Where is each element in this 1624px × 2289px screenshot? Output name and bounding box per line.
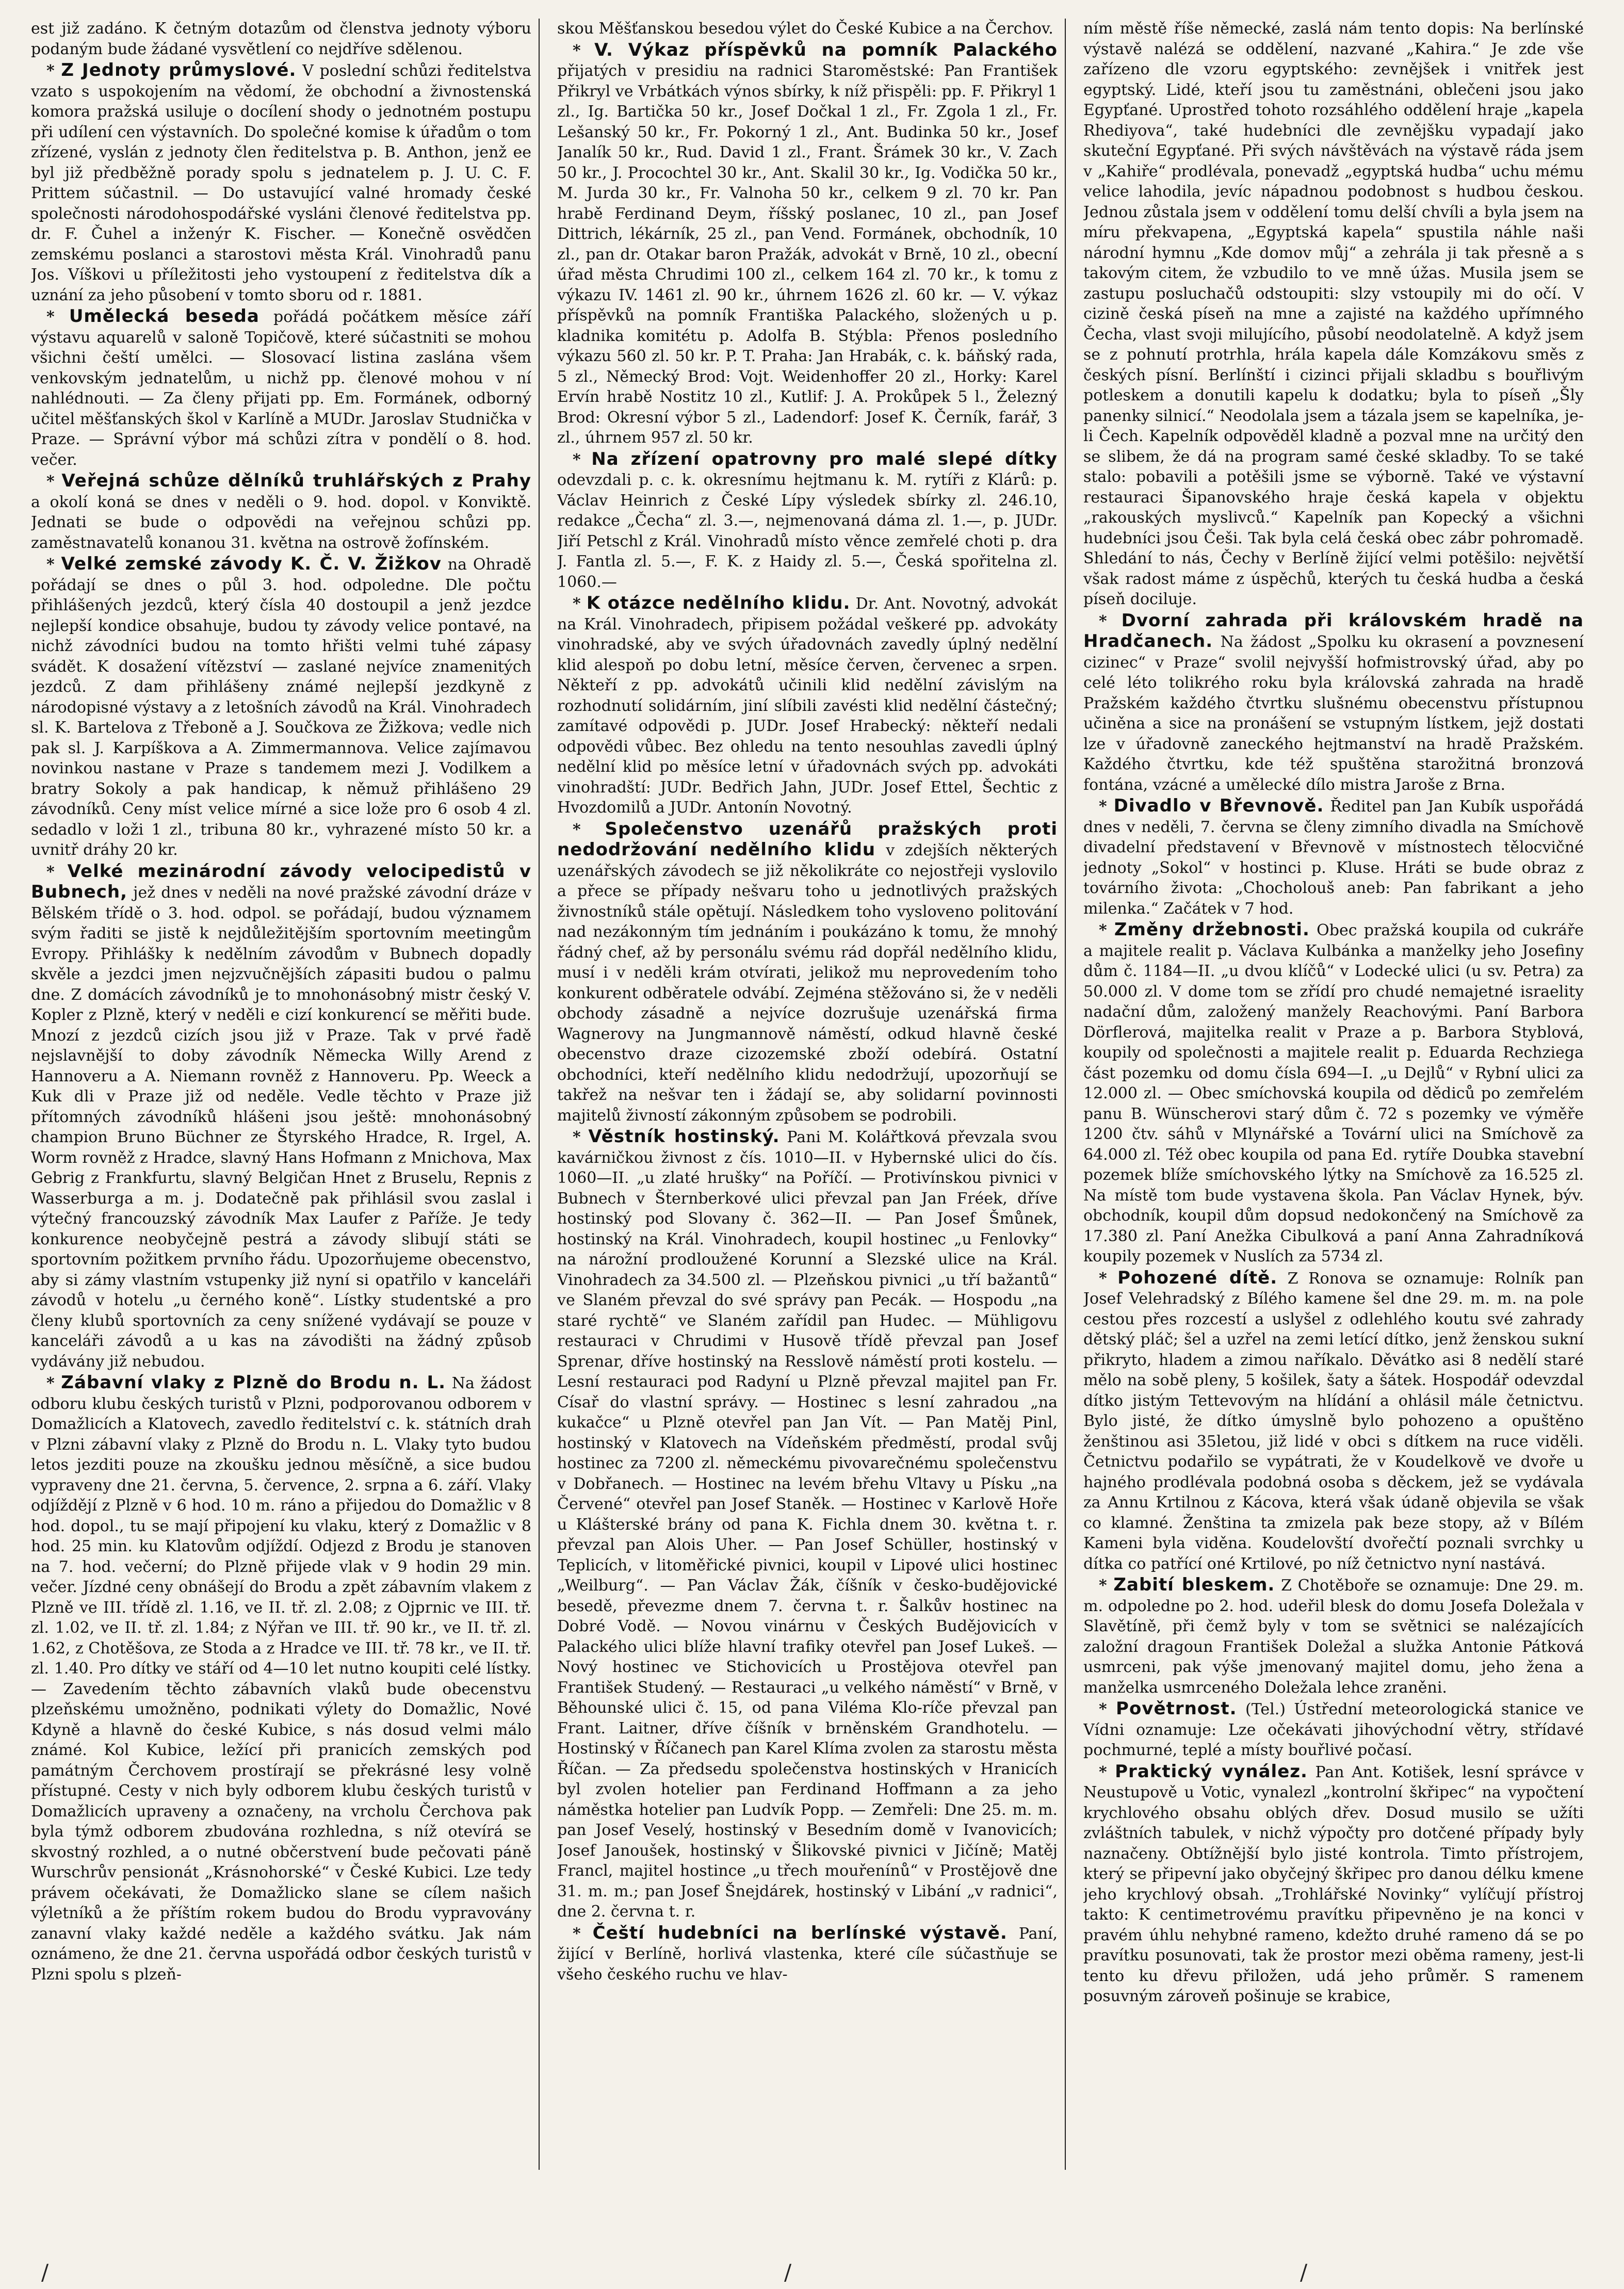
item-headline: Společenstvo uzenářů pražských proti nedodržování nedělního klidu bbox=[557, 818, 1058, 860]
item-marker: * bbox=[1099, 1700, 1116, 1718]
item-headline: Z Jednoty průmyslové. bbox=[61, 60, 297, 80]
item-headline: K otázce nedělního klidu. bbox=[586, 593, 851, 613]
news-item bbox=[1083, 611, 1584, 796]
news-item bbox=[1083, 920, 1584, 1267]
item-body: Obec pražská koupila od cukráře a majitele realit p. Václava Kulbánka a manželky jeho Josefiny dům č. 1184—II. „u dvou klíčů“ v Lodecké ulici (u sv. Petra) za 50.000 zl. V dome tom se zřídí pro chudé nemajetné israelity nadační dům, založený manžely Reachovými. Paní Barbora Dörflerová, majitelka realit v Praze a p. Barbora Styblová, koupily od společnosti a majitele realit p. Eduarda Rechziega část pozemku od domu čísla 694—I. „u Dejlů“ v Rybní ulici za 12.000 zl. — Obec smíchovská koupila od dědiců po zemřelém panu B. Wünscherovi starý dům č. 72 s pozemky ve výměře 1200 čtv. sáhů v Mlynářské a Tovární ulici na Smíchově za 64.000 zl. Též obec koupila od pana Ed. rytíře Doubka stavební pozemek blíže smíchovského lýtky na Smíchově za 16.525 zl. Na místě tom bude vystavena škola. Pan Václav Hynek, býv. obchodník, koupil dům dopsud nedokončený na Smíchově za 17.380 zl. Paní Anežka Cibulková a paní Anna Zahradníková koupily pozemek v Nuslích za 5734 zl. bbox=[1083, 921, 1584, 1265]
item-marker: * bbox=[573, 1924, 593, 1943]
item-headline: Pohozené dítě. bbox=[1117, 1267, 1278, 1288]
newspaper-page bbox=[31, 19, 1584, 2170]
news-item bbox=[557, 1127, 1058, 1922]
item-marker: * bbox=[573, 450, 592, 469]
item-body: Dr. Ant. Novotný, advokát na Král. Vinohradech, připisem požádal veškeré pp. advokáty vinohradské, aby ve svých úřadovnách zavedly úplný nedělní klid alespoň po dobu letní, měsíce červen, červenec a srpen. Někteří z pp. advokátů učinili klid nedělní závislým na rozhodnutí solidárním, jiní slíbili zavésti klid nedělní částečný; zamítavé odpovědi p. JUDr. Josef Hrabecký: někteří nedali odpovědi vůbec. Bez ohledu na tento nesouhlas zavedli úplný nedělní klid po měsíce letní v úřadovnách svých pp. advokáti vinohradští: JUDr. Bedřich Jahn, JUDr. Josef Ettel, Šechtic z Hvozdomilů a JUDr. Antonín Novotný. bbox=[557, 595, 1058, 817]
item-marker: * bbox=[1099, 798, 1114, 816]
news-item bbox=[1083, 796, 1584, 919]
item-body: Ředitel pan Jan Kubík uspořádá dnes v neděli, 7. června se členy zimního divadla na Smíchově divadelní představení v Břevnově v místnostech tělocvičné jednoty „Sokol“ v hostinci p. Kluse. Hráti se bude obraz z továrního života: „Chocholouš aneb: Pan fabrikant a jeho milenka.“ Začátek v 7 hod. bbox=[1083, 798, 1584, 918]
item-body: (Tel.) Ústřední meteorologická stanice ve Vídni oznamuje: Lze očekávati jihovýchodní větry, střídavé pochmurné, teplé a místy bouřlivé počasí. bbox=[1083, 1700, 1584, 1759]
item-body: na Ohradě pořádají se dnes o půl 3. hod. odpoledne. Dle počtu přihlášených jezdců, který čísla 40 dostoupil a jenž jezdce nejlepší kondice obsahuje, budou ty závody velice pontavé, na nichž závodníci budou na tomto hřišti velmi tuhé zápasy svádět. K dosažení vítězství — zaslané nejvíce znamenitých jezdců. Z dam přihlášeny známé nejlepší jezdkyně z národopisné výstavy a z letošních závodů na Král. Vinohradech sl. K. Bartelova z Třeboně a J. Součkova ze Žižkova; vedle nich pak sl. J. Karpíškova a A. Zimmermannova. Velice zajímavou novinkou nastane v Praze s tandemem mezi J. Vodilkem a bratry Sokoly a pak handicap, k němuž přihlášeno 29 závodníků. Ceny míst velice mírné a sice lože pro 6 osob 4 zl. sedadlo v loži 1 zl., tribuna 80 kr., vyhrazené místo 50 kr. a uvnitř dráhy 20 kr. bbox=[31, 556, 531, 859]
item-headline: Divadlo v Břevnově. bbox=[1113, 796, 1324, 816]
news-item bbox=[31, 862, 531, 1372]
item-marker: * bbox=[1099, 612, 1122, 630]
item-headline: V. Výkaz příspěvků na pomník Palackého bbox=[594, 39, 1058, 60]
news-item bbox=[1083, 1699, 1584, 1761]
item-marker: * bbox=[46, 1374, 61, 1392]
item-headline: Praktický vynález. bbox=[1115, 1761, 1308, 1782]
item-body: Na žádost odboru klubu českých turistů v Plzni, podporovanou odborem v Domažlicích a Klatovech, zavedlo ředitelství c. k. státních drah v Plzni zábavní vlaky z Plzně do Brodu n. L. Vlaky tyto budou letos jezditi pouze na zkoušku jednou měsíčně, a sice budou vypraveny dne 21. června, 5. července, 2. srpna a 6. září. Vlaky odjíždějí z Plzně v 6 hod. 10 m. ráno a přijedou do Domažlic v 8 hod. dopol., tu se mají připojení ku vlaku, který z Domažlic v 8 hod. 25 min. ku Klatovům odjíždí. Odjezd z Brodu je stanoven na 7. hod. večerní; do Plzně přijede vlak v 9 hodin 29 min. večer. Jízdné ceny obnášejí do Brodu a zpět zábavním vlakem z Plzně ve III. třídě zl. 1.16, ve II. tř. zl. 2.08; z Ojprnic ve III. tř. zl. 1.02, ve II. tř. zl. 1.84; z Nýřan ve III. tř. 90 kr., ve II. tř. zl. 1.62, z Chotěšova, ze Stoda a z Hradce ve III. tř. 78 kr., ve II. tř. zl. 1.40. Pro dítky ve stáří od 4—10 let nutno koupiti celé lístky. — Zavedením těchto zábavních vlaků bude obecenstvu plzeňskému umožněno, podnikati výlety do Domažlic, Nové Kdyně a hlavně do české Kubice, s nás dosud velmi málo známé. Kol Kubice, ležící při pranicích zemských pod památným Čerchovem prostírají se překrásné lesy volně přístupné. Cesty v nich byly odborem klubu českých turistů v Domažlicích upraveny a označeny, na vrcholu Čerchova pak byla týmž odborem zbudována rozhledna, s níž otevírá se skvostný rozhled, a o nutné občerstvení bude pečovati páně Wurschrův pensionát „Krásnohorské“ v České Kubici. Lze tedy právem očekávati, že Domažlicko slane se cílem našich výletníků a že příštím rokem budou do Brodu vypravovány zanavní vlaky každé neděle a každého svátku. Jak nám oznámeno, že dne 21. června uspořádá odbor českých turistů v Plzni spolu s plzeň- bbox=[31, 1374, 531, 1984]
item-body: Pani M. Kolářtková převzala svou kavárničkou živnost z čís. 1010—II. v Hybernské ulici do čís. 1060—II. „u zlaté hrušky“ na Poříčí. — Protivínskou pivnici v Bubnech v Šternberkové ulici převzal pan Jan Fréek, dříve hostinský pod Slovany č. 362—II. — Pan Josef Šmůnek, hostinský na Král. Vinohradech, koupil hostinec „u Fenlovky“ na nárožní prodloužené Korunní a Slezské ulice na Král. Vinohradech za 34.500 zl. — Plzeňskou pivnici „u tří bažantů“ ve Slaném převzal do své správy pan Pecák. — Hospodu „na staré rychtě“ ve Slaném zařídil pan Hudec. — Mühligovu restauraci v Chrudimi v Husově třídě převzal pan Josef Sprenar, dříve hostinský na Resslově náměstí proti kostelu. — Lesní restauraci pod Radyní u Plzně převzal majitel pan Fr. Císař do vlastní správy. — Hostinec s lesní zahradou „na kukačce“ u Plzně otevřel pan Jan Vít. — Pan Matěj Pinl, hostinský v Klatovech na Vídeňském předměstí, prodal svůj hostinec za 7200 zl. německému pivovarečnému společenstvu v Dobřanech. — Hostinec na levém břehu Vltavy u Písku „na Červené“ otevřel pan Josef Staněk. — Hostinec v Karlově Hoře u Klášterské brány od pana K. Fichla dnem 30. května t. r. převzal pan Alois Uher. — Pan Josef Schüller, hostinský v Teplicích, v litoměřické pivnici, koupil v Lipové ulici hostinec „Weilburg“. — Pan Václav Žák, číšník v česko-budějovické besedě, převezme dnem 7. června t. r. Šalkův hostinec na Dobré Vodě. — Novou vinárnu v Českých Budějovicích v Palackého ulici blíže hlavní trafiky otevřel pan Josef Lukeš. — Nový hostinec ve Stichovicích u Prostějova otevřel pan František Studený. — Restauraci „u velkého náměstí“ v Brně, v Běhounské ulici č. 15, od pana Viléma Klo-ríče převzal pan Frant. Laitner, dříve číšník v brněnském Grandhotelu. — Hostinský v Říčanech pan Karel Klíma zvolen za starostu města Říčan. — Za předsedu společenstva hostinských v Hranicích byl zvolen hotelier pan Ferdinand Hoffmann a za jeho náměstka hotelier pan Ludvík Popp. — Zemřeli: Dne 25. m. m. pan Josef Veselý, hostinský v Besedním domě v Ivanovicích; Josef Janoušek, hostinský v Šlikovské pivnici v Jičíně; Matěj Francl, majitel hostince „u třech mouřenínů“ v Prostějově dne 31. m. m.; pan Josef Šnejdárek, hostinský v Libání „v radnici“, dne 2. června t. r. bbox=[557, 1128, 1058, 1921]
item-body: Z Chotěboře se oznamuje: Dne 29. m. m. odpoledne po 2. hod. udeřil blesk do domu Josefa Doležala v Slavětíně, při čemž byly v tom se světnici se nalézajících založní dragoun František Doležal a služka Antonie Pátková usmrceni, pak výše jmenovaný majitel domu, jeho žena a manželka usmrceného Doležala lehce zraněni. bbox=[1083, 1577, 1584, 1697]
item-headline: Dvorní zahrada při královském hradě na Hradčanech. bbox=[1083, 610, 1584, 652]
footer-mark: / bbox=[1300, 2260, 1308, 2285]
news-item bbox=[31, 554, 531, 861]
item-headline: Čeští hudebníci na berlínské výstavě. bbox=[592, 1922, 1008, 1943]
item-body: a okolí koná se dnes v neděli o 9. hod. dopol. v Konviktě. Jednati se bude o odpovědi na veřejnou schůzi pp. zaměstnavatelů konanou 31. května na ostrově žofínském. bbox=[31, 493, 531, 552]
item-marker: * bbox=[1099, 921, 1114, 939]
item-marker: * bbox=[1099, 1577, 1114, 1595]
item-marker: * bbox=[46, 62, 61, 80]
item-marker: * bbox=[46, 308, 69, 326]
item-body: Pan Ant. Kotišek, lesní správce v Neustupově u Votic, vynalezl „kontrolní škřipec“ na vypočtení krychlového obsahu oblých dřev. Dosud musilo se užíti zvláštních tabulek, v nichž výpočty pro dotčené případy byly naznačeny. Obtížnější bylo jisté kontrola. Timto přístrojem, který se připevní jako obyčejný škřipec pro danou délku kmene jeho krychlový obsah. „Trohlářské Novinky“ vylíčují přístroj takto: K centimetrovému pravítku připevněno je na konci v pravém úhlu nehybné rameno, kdežto druhé rameno dá se po pravítku posunovati, tak že prostor mezi oběma rameny, jest-li tento ku dřevu přiložen, udá jeho průměr. S ramenem posuvným zároveň pošinuje se krabice, bbox=[1083, 1763, 1584, 2005]
item-headline: Povětrnost. bbox=[1116, 1698, 1237, 1719]
item-marker: * bbox=[573, 1128, 589, 1146]
item-marker: * bbox=[573, 41, 595, 60]
item-marker: * bbox=[1099, 1269, 1118, 1288]
article-continuation: skou Měšťanskou besedou výlet do České Kubice a na Čerchov. bbox=[557, 20, 1053, 38]
news-item bbox=[1083, 1762, 1584, 2007]
item-body: pořádá počátkem měsíce září výstavu aquarelů v saloně Topičově, které súčastniti se mohou všichni čeští umělci. — Slosovací listina zaslána všem venkovským jednatelům, u nichž pp. členové mohou v ní nahlédnouti. — Za členy přijati pp. Em. Formánek, odborný učitel měšťanských škol v Karlíně a MUDr. Jaroslav Studnička v Praze. — Správní výbor má schůzi zítra v pondělí o 8. hod. večer. bbox=[31, 308, 532, 469]
item-headline: Změny držebnosti. bbox=[1114, 919, 1310, 940]
item-headline: Zábavní vlaky z Plzně do Brodu n. L. bbox=[61, 1372, 446, 1393]
item-body: jež dnes v neděli na nové pražské závodní dráze v Bělském třídě o 3. hod. odpol. se pořádají, budou významem svým řaditi se jistě k nejdůležitějším sportovním meetingům Evropy. Přihlášky k nedělním závodům v Bubnech dopadly skvěle a jezdci jmen nejzvučnějších zápasiti budou o palmu dne. Z domácích závodníků je to mnohonásobný mistr český V. Kopler z Plzně, který v neděli e cizí konkurencí se měřiti bude. Mnozí z jezdců cizích jsou již v Praze. Tak v prvé řadě nejslavnější to doby závodník Německa Willy Arend z Hannoveru a A. Niemann rovněž z Hannoveru. Pp. Weeck a Kuk dli v Praze již od neděle. Vedle těchto v Praze již přítomných závodníků hlášeni jsou ještě: mnohonásobný champion Bruno Büchner ze Štyrského Hradce, R. Irgel, A. Worm rovněž z Hradce, slavný Hans Hofmann z Mnichova, Max Gebrig z Frankfurtu, slavný Belgičan Hnet z Bruselu, Repnis z Wasserburga a m. j. Dodatečně pak přihlásil svou zaslal i výtečný francouzský závodník Max Laufer z Paříže. Je tedy konkurence neobyčejně pestrá a závody slibují státi se sportovním požitkem prvního řádu. Upozorňujeme obecenstvo, aby si zámy vlastním vstupenky již nyní si opatřilo v kanceláři závodů v hotelu „u černého koně“. Lístky studentské a pro členy klubů sportovních za ceny snížené vydávají se pouze v kanceláři závodů a u kas na závodišti na žádný způsob vydávány již nebudou. bbox=[31, 884, 531, 1371]
item-body: V poslední schůzi ředitelstva vzato s uspokojením na vědomí, že obchodní a živnostenská komora pražská usiluje o docílení shody o jednotném postupu při udílení cen výstavních. Do společné komise k úřadům o tom zřízené, vyslán z jednoty člen ředitelstva p. B. Anthon, jenž ee byl již předběžně porady spolu s jednatelem p. J. U. C. F. Prittem súčastnil. — Do ustavující valné hromady české společnosti národohospodářské vysláni členové ředitelstva pp. dr. F. Čuhel a inženýr K. Fischer. — Konečně osvědčen zemskému poslanci a starostovi města Král. Vinohradů panu Jos. Víškovi u příležitosti jeho vystoupení z ředitelstva dík a uznání za jeho působení v tomto sboru od r. 1881. bbox=[31, 62, 531, 304]
news-item bbox=[31, 306, 531, 470]
news-item bbox=[557, 449, 1058, 593]
news-item bbox=[31, 471, 531, 553]
news-item bbox=[1083, 1575, 1584, 1698]
footer-marks bbox=[0, 2260, 1624, 2285]
item-headline: Věstník hostinský. bbox=[588, 1126, 780, 1147]
item-marker: * bbox=[573, 820, 605, 839]
item-body: v zdejších některých uzenářských závodech se již několikráte co nejostřeji vyslovilo a přece se případy nešvaru toho u jednotlivých pražských živnostníků stále opětují. Následkem toho vysloveno politování nad nezákonným tím jednáním i poukázáno k tomu, že mnohý řádný chef, až by personálu svému rád dopřál nedělního klidu, musí i v neděli krám otvírati, jelikož mu neprovedením toho konkurent odběratele odvábí. Zejména stěžováno si, že v neděli obchody zásadně a nejvíce dozrušuje uzenářská firma Wagnerovy na Jungmannově náměstí, odkud hlavně české obecenstvo draze cizozemské zboží odebírá. Ostatní obchodníci, kteří nedělního klidu nedodržují, upozorňují se takřež na nešvar ten i žádají se, aby solidarní povinnosti majitelů živností zákonným způsobem se podrobili. bbox=[557, 841, 1058, 1125]
item-headline: Zabití bleskem. bbox=[1113, 1574, 1275, 1595]
footer-mark: / bbox=[41, 2260, 49, 2285]
news-item bbox=[1083, 1268, 1584, 1574]
news-item bbox=[31, 60, 531, 305]
item-marker: * bbox=[46, 556, 61, 574]
item-marker: * bbox=[46, 473, 62, 491]
item-marker: * bbox=[46, 863, 68, 881]
column-2 bbox=[557, 19, 1066, 2170]
article-continuation: ním městě říše německé, zaslá nám tento dopis: Na berlínské výstavě nalézá se oddělení, nazvané „Kahira.“ Je zde vše zařízeno dle vzoru egyptského: zevnějšek i vnitřek jest egyptský. Lidé, kteří jsou tu zaměstnáni, oblečeni jsou jako Egypťané. Uprostřed tohoto rozsáhlého oddělení hraje „kapela Rhediyova“, také hudebníci dle zevnějšku vypadají jako skuteční Egypťané. Při svých návštěvách na výstavě ráda jsem v „Kahiře“ prodlévala, ponevadž „egyptská hudba“ uchu mému velice lahodila, jevíc nápadnou podobnost s hudbou českou. Jednou zůstala jsem v oddělení tomu delší chvíli a byla jsem na míru překvapena, „Egyptská kapela“ spustila náhle naši národní hymnu „Kde domov můj“ a zehrála ji tak přesně a s takovým citem, že vzbudilo to ve mně úžas. Musila jsem se zastupu posluchačů odstoupiti: slzy vstoupily mi do očí. V cizině česká píseň na mne a zajisté na každého upřímného Čecha, vlast svoji milujícího, působí neodolatelně. A když jsem se z pohnutí protrhla, hrála kapela dále Komzákovu směs z českých písní. Berlínští i cizinci přijali skladbu s bouřlivým potleskem a donutili kapelu k dodatku; byla to píseň „Šly panenky silnicí.“ Neodolala jsem a tázala jsem se kapelníka, je-li Čech. Kapelník odpověděl kladně a pozval mne na určitý den se slibem, že dá na program samé české skladby. To se také stalo: pobavili a potěšili jsme se výborně. Také ve výstavní restauraci Šipanovského hraje česká kapela v objektu „rakouských myslivců.“ Kapelník pan Kopecký a všichni hudebníci jsou Češi. Tak byla celá česká obec zábr pohromadě. Shledání to nás, Čechy v Berlíně žijící velmi potěšilo: největší však radost máme z úspěchů, kterých tu česká hudba a česká píseň dociluje. bbox=[1083, 20, 1584, 608]
news-item bbox=[557, 40, 1058, 448]
footer-mark: / bbox=[784, 2260, 792, 2285]
item-body: přijatých v presidiu na radnici Staroměstské: Pan František Přikryl ve Vrbátkách výnos sbírky, k níž přispěli: pp. F. Přikryl 1 zl., Ig. Bartička 50 kr., Josef Dočkal 1 zl., Fr. Zgola 1 zl., Fr. Lešanský 50 kr., Fr. Pokorný 1 zl., Ant. Budinka 50 kr., Josef Janalík 50 kr., Rud. David 1 zl., Frant. Šrámek 30 kr., V. Zach 50 kr., J. Procochtel 30 kr., Ant. Skalil 30 kr., Ig. Vodička 50 kr., M. Jurda 30 kr., Fr. Valnoha 50 kr., celkem 9 zl. 70 kr. Pan hrabě Ferdinand Deym, říšský poslanec, 10 zl., pan Josef Dittrich, lékárník, 25 zl., pan Vend. Formánek, obchodník, 10 zl., pan dr. Otakar baron Pražák, advokát v Brně, 10 zl., obecní úřad města Chrudimi 100 zl., celkem 164 zl. 70 kr., k tomu z výkazu IV. 1461 zl. 90 kr., úhrnem 1626 zl. 60 kr. — V. výkaz příspěvků na pomník Františka Palackého, složených u p. kladnika komitétu p. Adolfa B. Stýbla: Přenos posledního výkazu 560 zl. 50 kr. P. T. Praha: Jan Hrabák, c. k. báňský rada, 5 zl., Německý Brod: Vojt. Weidenhoffer 20 zl., Horky: Karel Ervín hrabě Nostitz 10 zl., Kutlif: J. A. Prokůpek 5 l., Železný Brod: Okresní výbor 5 zl., Ladendorf: Josef K. Černík, farář, 3 zl., úhrnem 957 zl. 50 kr. bbox=[557, 62, 1058, 447]
item-headline: Velké zemské závody K. Č. V. Žižkov bbox=[61, 554, 442, 574]
news-item bbox=[557, 1923, 1058, 1985]
news-item bbox=[557, 593, 1058, 818]
news-item bbox=[557, 819, 1058, 1126]
news-item bbox=[31, 1373, 531, 1985]
item-headline: Umělecká beseda bbox=[69, 306, 259, 327]
item-body: odevzdali p. c. k. okresnímu hejtmanu k. M. rytíři z Klárů: p. Václav Heinrich z České Lípy výsledek sbírky zl. 246.10, redakce „Čecha“ zl. 3.—, nejmenovaná dáma zl. 1.—, p. JUDr. Jiří Petschl z Král. Vinohradů místo věnce zemřelé choti p. dra J. Fantla zl. 5.—, F. K. z Haidy zl. 5.—, Česká spořitelna zl. 1060.— bbox=[557, 471, 1058, 591]
item-headline: Velké mezinárodní závody velocipedistů v Bubnech, bbox=[31, 861, 531, 902]
item-body: Na žádost „Spolku ku okrasení a povznesení cizinec“ v Praze“ svolil nejvyšší hofmistrovský úřad, aby po celé léto tolikrého roku byla královská zahrada na hradě Pražském každého čtvrtku slušnému obecenstvu přístupnou učiněna a sice na pronášení se vstupným lístkem, jejž dostati lze v úřadovně zaneckého hejtmanství na hradě Pražském. Každého čtvrtku, kde též spuštěna starožitná bronzová fontána, vzácné a umělecké dílo mistra Jaroše z Brna. bbox=[1083, 633, 1584, 794]
item-headline: Na zřízení opatrovny pro malé slepé dítky bbox=[591, 448, 1058, 469]
article-continuation: est již zadáno. K četným dotazům od členstva jednoty výboru podaným bude žádané vysvětlení co nejdříve sdělenou. bbox=[31, 20, 531, 58]
item-marker: * bbox=[573, 595, 587, 613]
column-3 bbox=[1083, 19, 1584, 2170]
item-headline: Veřejná schůze dělníků truhlářských z Prahy bbox=[61, 470, 531, 491]
column-1 bbox=[31, 19, 540, 2170]
item-body: Z Ronova se oznamuje: Rolník pan Josef Velehradský z Bílého kamene šel dne 29. m. m. na pole cestou přes rozcestí a uslyšel z odlehlého koutu své zahrady dětský pláč; šel a uzřel na zemi letící dítko, jenž ženskou sukní přikryto, hladem a zimou naříkalo. Děvátko asi 8 nedělí staré mělo na sobě pleny, 5 košilek, šaty a šátek. Hospodář odevzdal dítko jistým Tettevovým na hlídání a ohlásil mále četnictvu. Bylo jisté, že dítko úmyslně bylo pohozeno a opuštěno ženštinou asi 35letou, již lidé v obci s dítkem na ruce viděli. Četnictvu podařilo se vypátrati, že v Koudelkově ve dvoře u hajného prodlévala podobná osoba s děckem, jež se vydávala za Annu Krtilnou z Kácova, která však údaně objevila se však co klamné. Ženština ta zmizela pak beze stopy, až v Bílém Kameni byla viděna. Koudelovští dvořečtí poznali svrchky u dítka co patřící oné Krtilové, po níž četnictvo nyní nastává. bbox=[1083, 1269, 1584, 1573]
item-body: Paní, žijící v Berlíně, horlivá vlastenka, které cíle súčastňuje se všeho českého ruchu ve hlav- bbox=[557, 1924, 1058, 1984]
item-marker: * bbox=[1099, 1763, 1115, 1781]
